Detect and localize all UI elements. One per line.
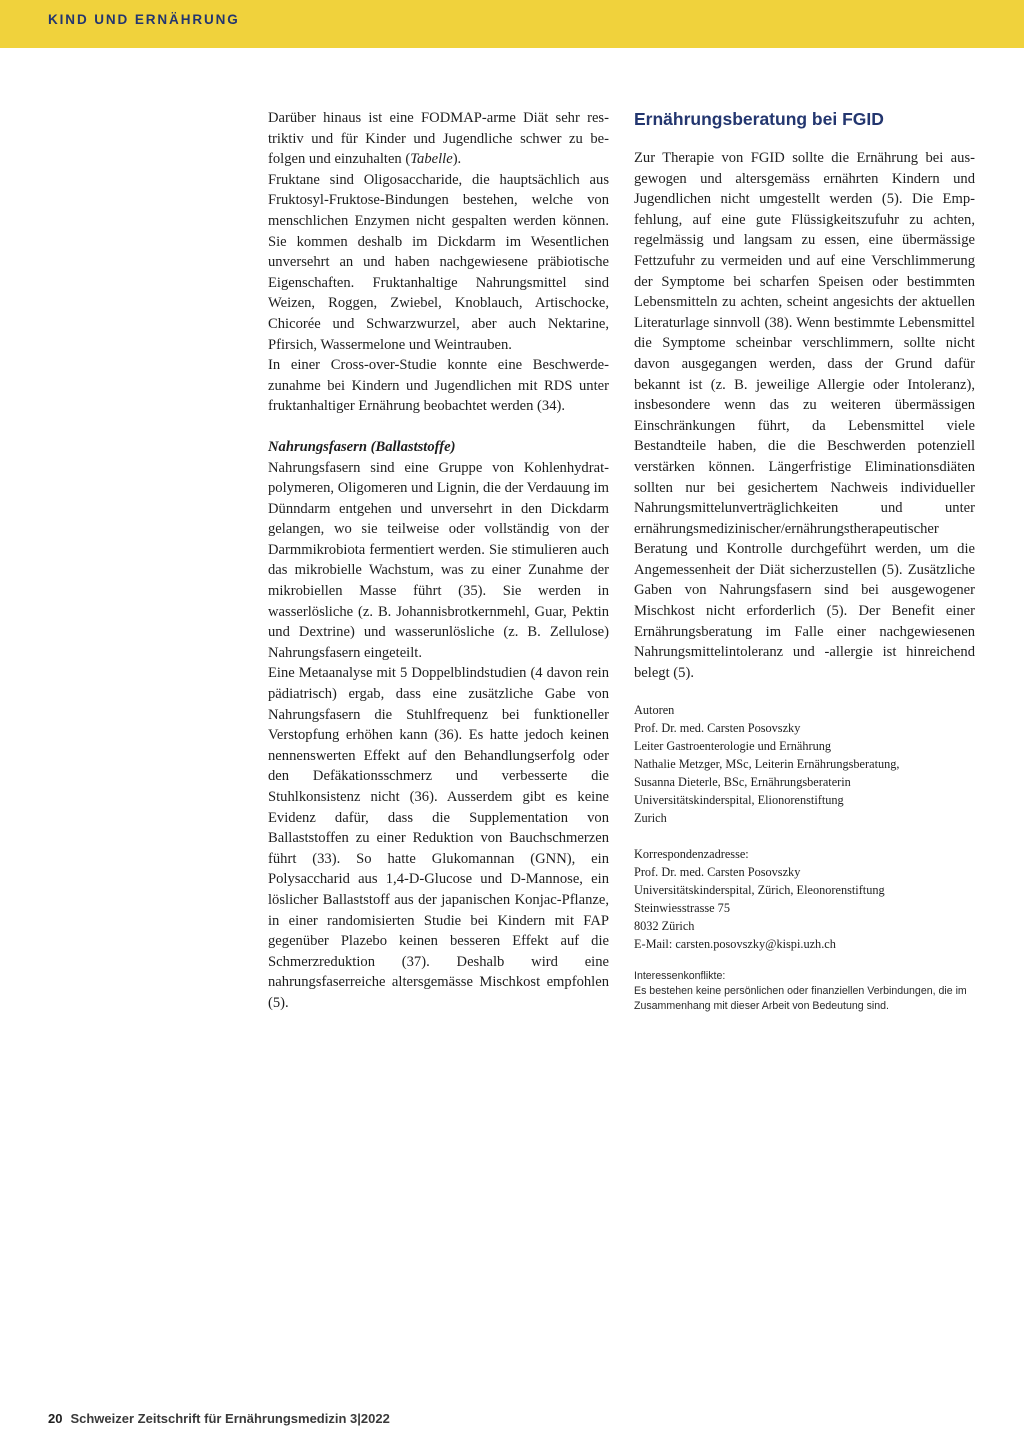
authors-block bbox=[634, 701, 975, 827]
paragraph-nahrungsfasern: Nahrungsfasern sind eine Gruppe von Kohlenhydratpolymeren, Oligomeren und Lignin, die der Verdauung im Dünndarm entgehen und unversehrt in den Dickdarm gelangen, wo sie teilweise oder vollständig von der Darmmikrobiota fermentiert werden. Sie stimulieren auch das mikrobielle Wachstum, was zu einer Zunahme der mikrobiellen Masse führt (35). Sie werden in wasserlösliche (z. B. Johannisbrotkernmehl, Guar, Pektin und Dextrine) und wasserunlösliche (z. B. Zellulose) Nahrungsfasern eingeteilt. bbox=[268, 459, 609, 661]
author-line: Leiter Gastroenterologie und Ernährung bbox=[634, 739, 832, 754]
correspondence-line: Prof. Dr. med. Carsten Posovszky bbox=[634, 865, 801, 880]
authors-label: Autoren bbox=[634, 703, 675, 718]
correspondence-line: Universitätskinderspital, Zürich, Eleonorenstiftung bbox=[634, 883, 885, 898]
correspondence-block bbox=[634, 845, 975, 953]
left-column bbox=[268, 108, 609, 1014]
journal-title: Schweizer Zeitschrift für Ernährungsmedizin 3|2022 bbox=[70, 1411, 390, 1426]
paragraph-text: ). bbox=[452, 151, 462, 168]
section-label: KIND UND ERNÄHRUNG bbox=[48, 12, 240, 27]
paragraph-beratung: Zur Therapie von FGID sollte die Ernährung bei ausgewogen und altersgemäss ernährten Kindern und Jugendlichen nicht umgestellt werden (5). Die Empfehlung, auf eine gute Flüssigkeitszufuhr zu achten, regelmässig und langsam zu essen, eine übermässige Fettzufuhr zu vermeiden und auf eine Verschlimmerung der Symptome bei scharfen Speisen oder bestimmten Lebensmitteln zu achten, scheint angesichts der aktuellen Literaturlage sinnvoll (38). Wenn bestimmte Lebensmittel die Symptome scheinbar verschlimmern, sollte nicht davon ausgegangen werden, dass der Grund dafür bekannt ist (z. B. jeweilige Allergie oder Intoleranz), insbesondere wenn das zu weiteren übermässigen Einschränkungen führt, da Lebensmittel viele Bestandteile haben, die die Beschwerden potenziell verstärken können. Längerfristige Eliminationsdiäten sollten nur bei gesichertem Nachweis individueller Nahrungsmittelunverträglichkeiten und unter ernährungsmedizinischer/ernährungstherapeutischer Beratung und Kontrolle durchgeführt werden, um die Angemessenheit der Diät sicherzustellen (5). Zusätzliche Gaben von Nahrungsfasern sind bei ausgewogener Mischkost nicht erforderlich (5). Der Benefit einer Ernährungsberatung im Falle einer nachgewiesenen Nahrungsmittelintoleranz und -allergie ist hinreichend belegt (5). bbox=[634, 150, 975, 681]
conflicts-label: Interessenkonflikte: bbox=[634, 970, 726, 983]
page-number: 20 bbox=[48, 1411, 63, 1426]
subheading-nahrungsfasern: Nahrungsfasern (Ballaststoffe) bbox=[268, 438, 456, 455]
paragraph-cross-over: In einer Cross-over-Studie konnte eine Beschwerdezunahme bei Kindern und Jugendlichen mit RDS unter fruktanhaltiger Ernährung beobachtet werden (34). bbox=[268, 357, 609, 415]
correspondence-line: 8032 Zürich bbox=[634, 919, 695, 934]
author-line: Susanna Dieterle, BSc, Ernährungsberaterin bbox=[634, 775, 851, 790]
author-line: Nathalie Metzger, MSc, Leiterin Ernährungsberatung, bbox=[634, 757, 900, 772]
correspondence-label: Korrespondenzadresse: bbox=[634, 847, 749, 862]
author-line: Zurich bbox=[634, 811, 667, 826]
correspondence-line: Steinwiesstrasse 75 bbox=[634, 901, 730, 916]
page-footer bbox=[48, 1411, 390, 1426]
conflicts-block bbox=[634, 969, 975, 1014]
author-line: Prof. Dr. med. Carsten Posovszky bbox=[634, 721, 801, 736]
paragraph-fruktane: Fruktane sind Oligosaccharide, die hauptsächlich aus Fruktosyl-Fruktose-Bindungen bestehen, welche von menschlichen Enzymen nicht gespalten werden können. Sie kommen deshalb im Dickdarm im Wesentlichen unversehrt an und haben nachgewiesene präbiotische Eigenschaften. Fruktanhaltige Nahrungsmittel sind Weizen, Roggen, Zwiebel, Knoblauch, Artischocke, Chicorée und Schwarzwurzel, aber auch Nektarine, Pfirsich, Wassermelone und Weintrauben. bbox=[268, 171, 609, 353]
right-column bbox=[634, 108, 975, 1014]
paragraph-text: Darüber hinaus ist eine FODMAP-arme Diät sehr restriktiv und für Kinder und Jugendliche schwer zu befolgen und einzuhalten ( bbox=[268, 110, 609, 168]
conflicts-text: Es bestehen keine persönlichen oder finanziellen Verbindungen, die im Zusammenhang mit dieser Arbeit von Bedeutung sind. bbox=[634, 985, 967, 1013]
paragraph-metaanalyse: Eine Metaanalyse mit 5 Doppelblindstudien (4 davon rein pädiatrisch) ergab, dass eine zusätzliche Gabe von Nahrungsfasern die Stuhlfrequenz bei funktioneller Verstopfung erhöhen kann (36). Es hatte jedoch keinen nennenswerten Effekt auf den Behandlungserfolg oder den Defäkationsschmerz und verbesserte die Stuhlkonsistenz nicht (36). Ausserdem gibt es keine Evidenz dafür, dass die Supplementation von Ballaststoffen zu einer Reduktion von Bauchschmerzen führt (33). So hatte Glukomannan (GNN), ein Polysaccharid aus 1,4-D-Glucose und D-Mannose, ein löslicher Ballaststoff aus der japanischen Konjac-Pflanze, in einer randomisierten Studie bei Kindern mit FAP gegenüber Plazebo keinen besseren Effekt auf die Schmerzreduktion (37). Deshalb wird eine nahrungsfaserreiche altersgemässe Mischkost empfohlen (5). bbox=[268, 665, 609, 1011]
paragraph-fodmap bbox=[268, 108, 609, 170]
email-link[interactable]: E-Mail: carsten.posovszky@kispi.uzh.ch bbox=[634, 937, 836, 952]
section-heading: Ernährungsberatung bei FGID bbox=[634, 109, 884, 129]
author-line: Universitätskinderspital, Elionorenstiftung bbox=[634, 793, 844, 808]
table-reference: Tabelle bbox=[410, 151, 453, 168]
